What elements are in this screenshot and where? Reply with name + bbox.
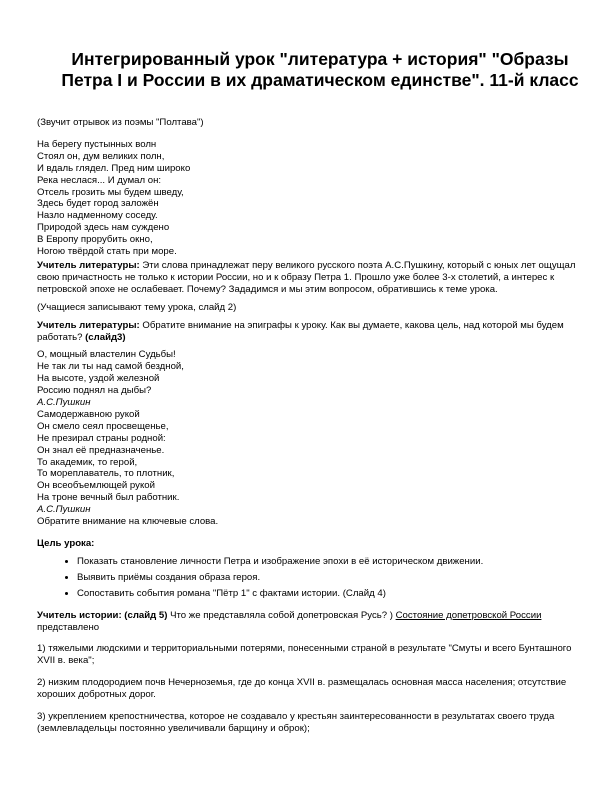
poem-line: И вдаль глядел. Пред ним широко — [37, 162, 191, 174]
epigraph-author: А.С.Пушкин — [37, 397, 91, 409]
paragraph-text: Что же представляла собой допетровская Русь? ) — [167, 609, 396, 621]
intro-note: (Звучит отрывок из поэмы "Полтава") — [37, 117, 204, 128]
paragraph-text: Обратите внимание на эпиграфы к уроку. Как вы думаете, какова цель, над которой мы будем работать? — [37, 319, 564, 343]
epigraph-line: Он всеобъемлющей рукой — [37, 480, 155, 492]
goal-item: • Сопоставить события романа "Пётр 1" с фактами истории. (Слайд 4) — [77, 588, 577, 600]
speaker-label: Учитель истории: (слайд 5) — [37, 609, 168, 621]
teacher-lit-paragraph-1 — [37, 260, 577, 296]
keywords-note: Обратите внимание на ключевые слова. — [37, 516, 219, 528]
document-body — [37, 117, 577, 741]
slide-ref: (слайд3) — [82, 331, 126, 343]
epigraph-line: Самодержавною рукой — [37, 408, 140, 420]
paragraph-text: представлено — [37, 621, 100, 633]
point-item: 1) тяжелыми людскими и территориальными потерями, понесенными страной в результате "Смуты и всего Бунташного XVII в. века"; — [37, 643, 572, 667]
poem-line: Природой здесь нам суждено — [37, 222, 170, 234]
poem-poltava — [37, 139, 577, 258]
epigraph-line: На троне вечный был работник. — [37, 492, 180, 504]
epigraph-line: Он знал её предназначенье. — [37, 444, 165, 456]
epigraph-line: Россию поднял на дыбы? — [37, 385, 152, 397]
epigraph-line: Не так ли ты над самой бездной, — [37, 361, 184, 373]
speaker-label: Учитель литературы: — [37, 259, 140, 271]
state-link[interactable]: Состояние допетровской России — [395, 609, 542, 621]
epigraph-line: Не презирал страны родной: — [37, 432, 166, 444]
poem-line: На берегу пустынных волн — [37, 138, 157, 150]
teacher-lit-paragraph-2 — [37, 320, 577, 344]
poem-line: Здесь будет город заложён — [37, 198, 159, 210]
poem-line: Река неслася... И думал он: — [37, 174, 162, 186]
poem-line: Ногою твёрдой стать при море. — [37, 246, 177, 258]
students-note: (Учащиеся записывают тему урока, слайд 2) — [37, 301, 237, 313]
goal-item: • Показать становление личности Петра и изображение эпохи в её историческом движении. — [77, 556, 577, 568]
paragraph-text: Эти слова принадлежат перу великого русского поэта А.С.Пушкину, который с юных лет ощущал свою причастность не только к истории России, но и к образу Петра 1. Прошло уже более 3-х столетий, а интерес к петровской эпохе не ослабевает. Почему? Зададимся и мы этим вопросом, обратившись к теме урока. — [37, 259, 576, 295]
point-item: 3) укреплением крепостничества, которое не создавало у крестьян заинтересованности в результатах своего труда (землевладельцы постоянно увеличивали барщину и оброк); — [37, 711, 555, 734]
goals-list — [37, 556, 577, 600]
epigraph-line: О, мощный властелин Судьбы! — [37, 349, 176, 361]
poem-line: Стоял он, дум великих полн, — [37, 150, 165, 162]
epigraph-author: А.С.Пушкин — [37, 504, 91, 516]
epigraph-line: То мореплаватель, то плотник, — [37, 468, 175, 480]
poem-line: Отсель грозить мы будем шведу, — [37, 186, 184, 198]
poem-line: Назло надменному соседу. — [37, 210, 158, 222]
epigraph-line: Он смело сеял просвещенье, — [37, 420, 169, 432]
point-item: 2) низким плодородием почв Нечерноземья, где до конца XVII в. размещалась основная масса населения; отсутствие хороших добротных дорог. — [37, 677, 567, 701]
goal-heading: Цель урока: — [37, 538, 95, 549]
epigraph-line: На высоте, уздой железной — [37, 373, 160, 385]
speaker-label: Учитель литературы: — [37, 319, 140, 331]
poem-line: В Европу прорубить окно, — [37, 234, 153, 246]
teacher-hist-paragraph — [37, 610, 577, 634]
page-title: Интегрированный урок "литература + история" "Образы Петра I и России в их драматическом единстве". 11-й класс — [61, 49, 579, 90]
epigraph-line: То академик, то герой, — [37, 456, 138, 468]
goal-item: • Выявить приёмы создания образа героя. — [77, 572, 577, 584]
epigraph-1 — [37, 349, 577, 528]
